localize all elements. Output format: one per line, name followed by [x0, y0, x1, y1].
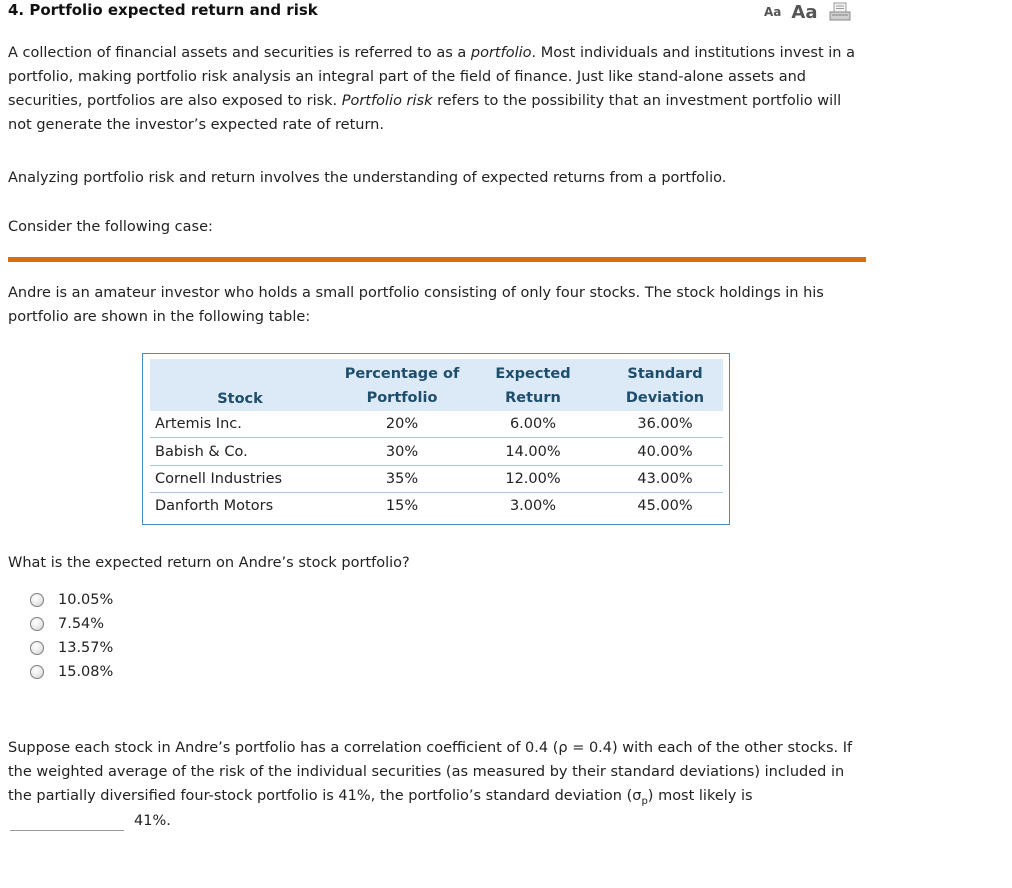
print-icon[interactable] — [829, 2, 851, 22]
row-1-percentage: 20% — [385, 416, 419, 432]
radio-button[interactable] — [30, 641, 44, 655]
section-divider — [8, 257, 866, 262]
row-1-stddev: 36.00% — [637, 416, 693, 432]
correlation-paragraph — [8, 736, 864, 814]
row-2-stddev: 40.00% — [637, 444, 693, 460]
radio-button[interactable] — [30, 617, 44, 631]
header-stock: Stock — [217, 391, 263, 407]
term-portfolio: portfolio — [470, 45, 532, 61]
row-3-percentage: 35% — [385, 471, 419, 487]
header-return-line1: Expected — [495, 366, 571, 382]
row-1-stock: Artemis Inc. — [155, 416, 242, 432]
answer-dropdown-blank[interactable] — [10, 810, 124, 831]
blank-suffix: 41%. — [134, 813, 171, 829]
option-label: 10.05% — [58, 592, 114, 608]
analyzing-paragraph: Analyzing portfolio risk and return involves the understanding of expected returns from a portfolio. — [8, 170, 727, 186]
intro-text-a: A collection of financial assets and securities is referred to as a — [8, 45, 467, 61]
consider-paragraph: Consider the following case: — [8, 219, 213, 235]
option-label: 15.08% — [58, 664, 114, 680]
header-toolbar — [764, 0, 851, 24]
case-paragraph: Andre is an amateur investor who holds a small portfolio consisting of only four stocks. The stock holdings in his portfolio are shown in the following table: — [8, 285, 824, 325]
row-4-percentage: 15% — [385, 498, 419, 514]
option-label: 13.57% — [58, 640, 114, 656]
radio-button[interactable] — [30, 593, 44, 607]
intro-text-c: refers to the possibility that an investment portfolio will not generate the investor’s expected rate of return. — [8, 93, 842, 133]
row-divider — [150, 465, 723, 466]
row-2-stock: Babish & Co. — [155, 444, 248, 460]
row-3-stddev: 43.00% — [637, 471, 693, 487]
header-stddev-line2: Deviation — [625, 390, 705, 406]
row-4-stock: Danforth Motors — [155, 498, 274, 514]
header-percentage-line2: Portfolio — [366, 390, 438, 406]
correlation-text-a: Suppose each stock in Andre’s portfolio has a correlation coefficient of 0.4 (ρ = 0.4) with each of the other stocks. If the weighted average of the risk of the individual securities (as measured by their standard deviations) included in the partially diversified four-stock portfolio is 41%, the portfolio’s standard deviation (σ — [8, 740, 853, 804]
correlation-text-b: ) most likely is — [647, 788, 753, 804]
row-4-return: 3.00% — [509, 498, 557, 514]
row-1-return: 6.00% — [509, 416, 557, 432]
intro-text-b: . Most individuals and institutions invest in a portfolio, making portfolio risk analysis an integral part of the field of finance. Just like stand-alone assets and securities, portfolios are also exposed to risk. — [8, 45, 855, 109]
answer-option-2[interactable] — [30, 612, 104, 636]
decrease-font-button[interactable]: Aa — [764, 5, 782, 19]
holdings-table — [142, 353, 730, 525]
header-return-line2: Return — [505, 390, 561, 406]
row-4-stddev: 45.00% — [637, 498, 693, 514]
sigma-subscript: p — [641, 795, 648, 807]
row-3-return: 12.00% — [505, 471, 561, 487]
row-3-stock: Cornell Industries — [155, 471, 283, 487]
row-divider — [150, 437, 723, 438]
page-title: 4. Portfolio expected return and risk — [8, 1, 318, 19]
row-2-return: 14.00% — [505, 444, 561, 460]
radio-button[interactable] — [30, 665, 44, 679]
term-portfolio-risk: Portfolio risk — [341, 93, 433, 109]
row-divider — [150, 492, 723, 493]
question-text: What is the expected return on Andre’s stock portfolio? — [8, 555, 410, 571]
row-2-percentage: 30% — [385, 444, 419, 460]
option-label: 7.54% — [58, 616, 105, 632]
header-stddev-line1: Standard — [627, 366, 703, 382]
header-percentage-line1: Percentage of — [344, 366, 460, 382]
increase-font-button[interactable]: Aa — [791, 1, 818, 23]
answer-option-3[interactable] — [30, 636, 113, 660]
answer-option-1[interactable] — [30, 588, 113, 612]
answer-option-4[interactable] — [30, 660, 113, 684]
intro-paragraph — [8, 41, 864, 137]
